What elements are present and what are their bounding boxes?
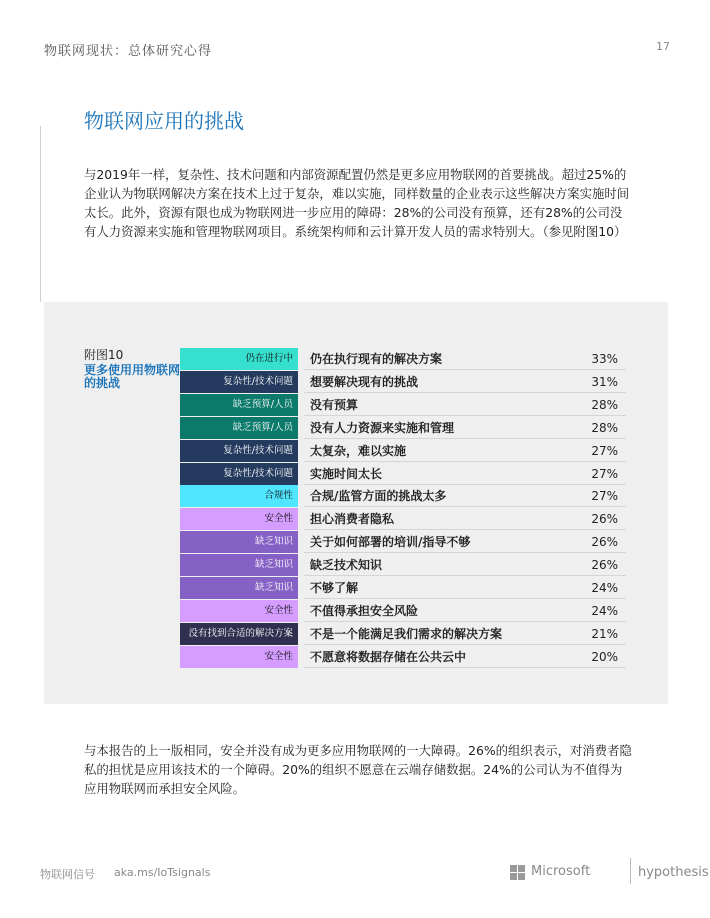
percent-value: 26% bbox=[591, 512, 618, 527]
category-tag: 安全性 bbox=[180, 508, 298, 530]
category-tag: 复杂性/技术问题 bbox=[180, 440, 298, 462]
challenge-label: 不够了解 bbox=[310, 581, 359, 595]
category-tag: 缺乏知识 bbox=[180, 577, 298, 599]
microsoft-grid-icon bbox=[510, 865, 526, 881]
percent-value: 24% bbox=[591, 603, 618, 618]
percent-value: 27% bbox=[591, 443, 618, 458]
outro-paragraph: 与本报告的上一版相同，安全并没有成为更多应用物联网的一大障碍。26%的组织表示，对消费者隐私的担忧是应用该技术的一个障碍。20%的组织不愿意在云端存储数据。24%的公司认为不值得为应用物联网而承担安全风险。 bbox=[84, 743, 632, 796]
category-tag: 没有找到合适的解决方案 bbox=[180, 623, 298, 645]
challenge-label: 不值得承担安全风险 bbox=[310, 603, 419, 618]
footer-divider bbox=[630, 858, 631, 884]
row-divider bbox=[304, 369, 626, 370]
table-row bbox=[180, 600, 626, 622]
category-tag: 缺乏知识 bbox=[180, 531, 298, 553]
challenge-label: 没有预算 bbox=[310, 397, 359, 412]
row-divider bbox=[304, 461, 626, 462]
category-tag: 缺乏预算/人员 bbox=[180, 417, 298, 439]
row-divider bbox=[304, 529, 626, 530]
challenge-label: 不是一个能满足我们需求的解决方案 bbox=[310, 626, 503, 641]
footer-url[interactable]: aka.ms/IoTsignals bbox=[114, 866, 211, 879]
challenge-label: 仍在执行现有的解决方案 bbox=[310, 352, 443, 366]
category-tag: 复杂性/技术问题 bbox=[180, 463, 298, 485]
percent-value: 27% bbox=[591, 489, 618, 504]
challenge-label: 担心消费者隐私 bbox=[310, 512, 395, 527]
table-row bbox=[180, 646, 626, 668]
table-row bbox=[180, 577, 626, 599]
footer-brand: 物联网信号 bbox=[40, 868, 95, 881]
challenge-label: 没有人力资源来实施和管理 bbox=[310, 420, 455, 435]
challenge-label: 合规/监管方面的挑战太多 bbox=[310, 489, 447, 504]
row-divider bbox=[304, 552, 626, 553]
percent-value: 21% bbox=[591, 626, 618, 641]
percent-value: 24% bbox=[591, 581, 618, 595]
challenge-label: 实施时间太长 bbox=[310, 466, 383, 481]
category-tag: 安全性 bbox=[180, 600, 298, 622]
table-row bbox=[180, 348, 626, 370]
table-row bbox=[180, 554, 626, 576]
row-divider bbox=[304, 415, 626, 416]
microsoft-wordmark: Microsoft bbox=[531, 864, 591, 879]
table-row bbox=[180, 440, 626, 462]
page-header bbox=[44, 40, 670, 60]
row-divider bbox=[304, 438, 626, 439]
percent-value: 20% bbox=[591, 649, 618, 664]
row-divider bbox=[304, 621, 626, 622]
category-tag: 缺乏知识 bbox=[180, 554, 298, 576]
challenge-label: 缺乏技术知识 bbox=[310, 558, 383, 573]
category-tag: 缺乏预算/人员 bbox=[180, 394, 298, 416]
challenge-label: 关于如何部署的培训/指导不够 bbox=[310, 535, 471, 550]
percent-value: 28% bbox=[591, 397, 618, 412]
section-accent-rule bbox=[40, 126, 41, 302]
hypothesis-wordmark: hypothesis bbox=[638, 865, 709, 880]
table-row bbox=[180, 623, 626, 645]
header-title: 物联网现状：总体研究心得 bbox=[44, 44, 213, 59]
intro-paragraph: 与2019年一样，复杂性、技术问题和内部资源配置仍然是更多应用物联网的首要挑战。超过25%的企业认为物联网解决方案在技术上过于复杂，难以实施，同样数量的企业表示这些解决方案实施时间太长。此外，资源有限也成为物联网进一步应用的障碍：28%的公司没有预算，还有28%的公司没有人力资源来实施和管理物联网项目。系统架构师和云计算开发人员的需求特别大。（参见附图10） bbox=[84, 167, 630, 239]
table-row bbox=[180, 371, 626, 393]
figure-label: 附图10 bbox=[84, 348, 124, 362]
percent-value: 28% bbox=[591, 420, 618, 435]
category-tag: 安全性 bbox=[180, 646, 298, 668]
category-tag: 复杂性/技术问题 bbox=[180, 371, 298, 393]
table-row bbox=[180, 417, 626, 439]
challenge-label: 太复杂，难以实施 bbox=[310, 443, 407, 458]
table-row bbox=[180, 508, 626, 530]
percent-value: 26% bbox=[591, 535, 618, 550]
row-divider bbox=[304, 598, 626, 599]
category-tag: 合规性 bbox=[180, 485, 298, 507]
row-divider bbox=[304, 575, 626, 576]
row-divider bbox=[304, 644, 626, 645]
challenge-label: 不愿意将数据存储在公共云中 bbox=[310, 649, 467, 664]
table-row bbox=[180, 485, 626, 507]
percent-value: 26% bbox=[591, 558, 618, 573]
category-tag: 仍在进行中 bbox=[180, 348, 298, 370]
page-footer bbox=[40, 864, 709, 884]
table-row bbox=[180, 394, 626, 416]
percent-value: 27% bbox=[591, 466, 618, 481]
challenge-label: 想要解决现有的挑战 bbox=[310, 374, 419, 389]
row-divider bbox=[304, 667, 626, 668]
section-title: 物联网应用的挑战 bbox=[84, 109, 244, 133]
page-number: 17 bbox=[656, 40, 670, 53]
table-row bbox=[180, 463, 626, 485]
figure-title: 更多使用用物联网的挑战 bbox=[84, 363, 181, 390]
percent-value: 33% bbox=[591, 352, 618, 366]
row-divider bbox=[304, 392, 626, 393]
row-divider bbox=[304, 484, 626, 485]
percent-value: 31% bbox=[591, 374, 618, 389]
table-row bbox=[180, 531, 626, 553]
row-divider bbox=[304, 506, 626, 507]
